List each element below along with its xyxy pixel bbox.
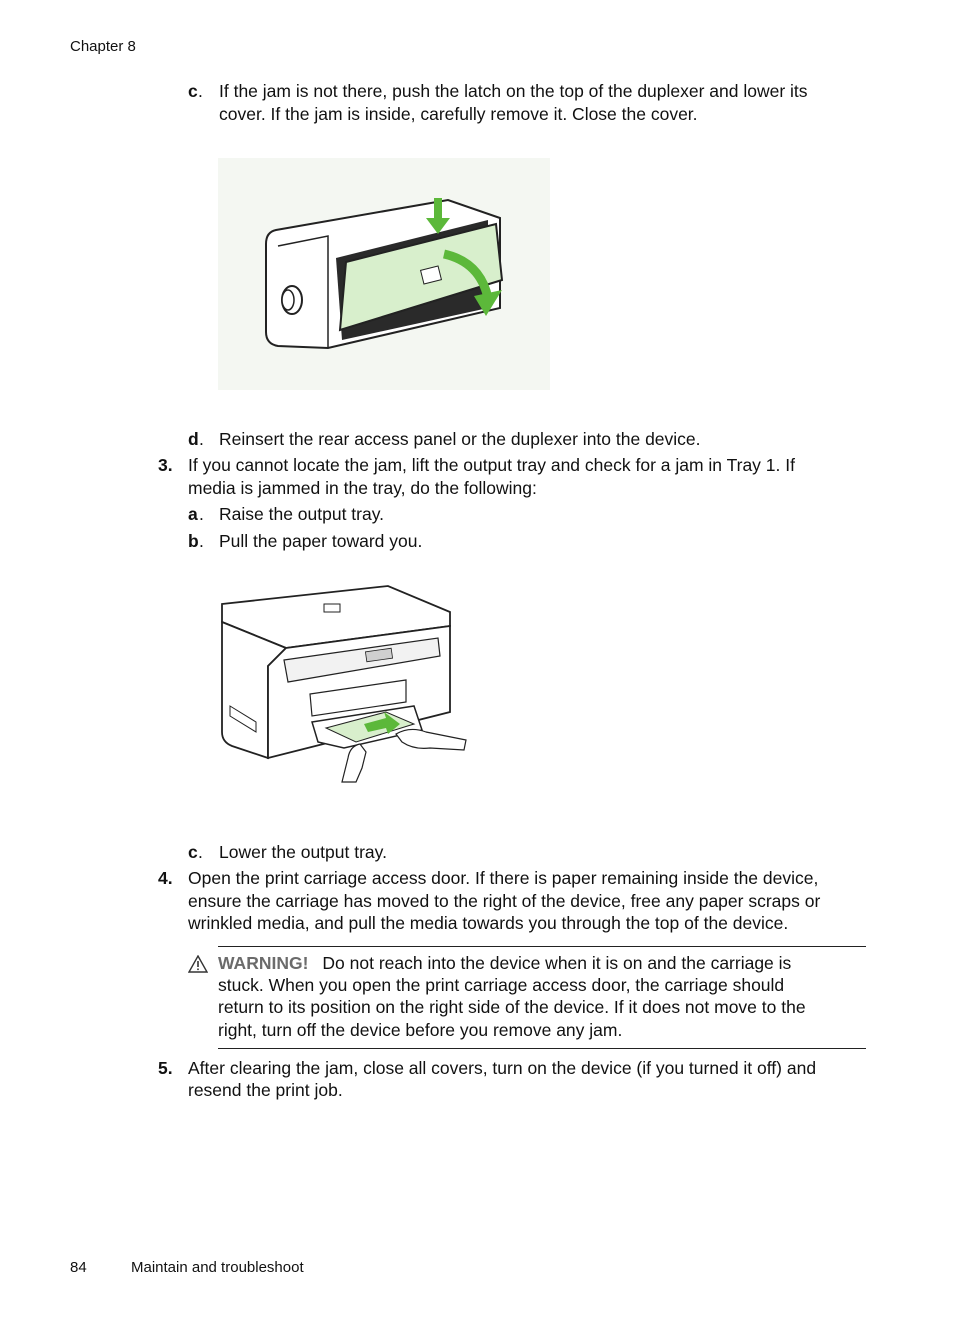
substep-c-line-1: If the jam is not there, push the latch on the top of the duplexer and lower its (219, 81, 808, 101)
substep-marker-b: b (188, 531, 199, 551)
substep-marker-dot: . (199, 531, 204, 551)
warning-top-rule (218, 946, 866, 947)
page-number: 84 (70, 1259, 87, 1276)
warning-line-3: return to its position on the right side of the device. If it does not move to the (218, 997, 806, 1017)
step-4-line-3: wrinkled media, and pull the media towards you through the top of the device. (188, 913, 789, 933)
step-3-line-2: media is jammed in the tray, do the following: (188, 478, 537, 498)
substep-marker-c: c (188, 81, 198, 101)
chapter-header: Chapter 8 (70, 38, 136, 55)
step-number-3: 3. (158, 455, 173, 475)
substep-d-text: Reinsert the rear access panel or the duplexer into the device. (219, 429, 701, 449)
substep-a-text: Raise the output tray. (219, 504, 385, 524)
substep-c-tray-text: Lower the output tray. (219, 842, 387, 862)
substep-marker-a: a (188, 504, 198, 524)
step-4-line-2: ensure the carriage has moved to the right of the device, free any paper scraps or (188, 891, 821, 911)
step-3-line-1: If you cannot locate the jam, lift the output tray and check for a jam in Tray 1. If (188, 455, 795, 475)
warning-line-2: stuck. When you open the print carriage access door, the carriage should (218, 975, 785, 995)
substep-marker-c-tray: c (188, 842, 198, 862)
substep-marker-dot: . (199, 429, 204, 449)
substep-marker-d: d (188, 429, 199, 449)
warning-triangle-icon (188, 955, 208, 973)
warning-label: WARNING! (218, 953, 309, 973)
latch-arrow-icon (434, 198, 442, 220)
right-hand (396, 729, 466, 750)
warning-text-1: Do not reach into the device when it is on and the carriage is (322, 953, 792, 973)
substep-c-line-2: cover. If the jam is inside, carefully remove it. Close the cover. (219, 104, 698, 124)
substep-marker-dot: . (199, 504, 204, 524)
warning-bottom-rule (218, 1048, 866, 1049)
warning-line-4: right, turn off the device before you remove any jam. (218, 1020, 623, 1040)
substep-marker-dot: . (198, 81, 203, 101)
step-number-5: 5. (158, 1058, 173, 1078)
step-5-line-1: After clearing the jam, close all covers, turn on the device (if you turned it off) and (188, 1058, 817, 1078)
step-number-4: 4. (158, 868, 173, 888)
printer-paper-illustration (216, 582, 470, 802)
step-4-line-1: Open the print carriage access door. If there is paper remaining inside the device, (188, 868, 819, 888)
step-5-line-2: resend the print job. (188, 1080, 343, 1100)
footer-section-title: Maintain and troubleshoot (131, 1259, 304, 1276)
substep-b-text: Pull the paper toward you. (219, 531, 423, 551)
duplexer-illustration (218, 158, 550, 390)
warning-line-1 (218, 952, 791, 974)
left-hand (342, 744, 366, 782)
substep-marker-dot: . (198, 842, 203, 862)
